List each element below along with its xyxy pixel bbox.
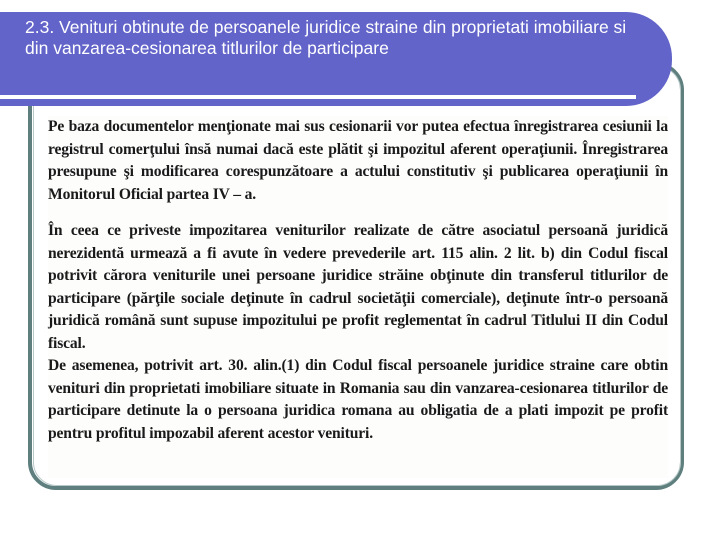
- slide-title: 2.3. Venituri obtinute de persoanele juridice straine din proprietati imobiliare si din vanzarea-cesionarea titlurilor de participare: [25, 17, 627, 58]
- scanned-document-excerpt: [48, 116, 668, 478]
- title-underline-rule: [0, 95, 636, 99]
- document-paragraph-3: De asemenea, potrivit art. 30. alin.(1) din Codul fiscal persoanele juridice straine care obtin venituri din proprietati imobiliare situate in Romania sau din vanzarea-cesionarea titlurilor de participare detinute la o persoana juridica romana au obligatia de a plati impozit pe profit pentru profitul impozabil aferent acestor venituri.: [48, 357, 668, 442]
- document-paragraph-2: În ceea ce priveste impozitarea veniturilor realizate de către asociatul persoană juridică nerezidentă urmează a fi avute în vedere prevederile art. 115 alin. 2 lit. b) din Codul fiscal potrivit cărora veniturile unei persoane juridice străine obţinute din transferul titlurilor de participare (părţile sociale deţinute în cadrul societăţii comerciale), deţinute într-o persoană juridică română sunt supuse impozitului pe profit reglementat în cadrul Titlului II din Codul fiscal.: [48, 222, 668, 352]
- document-paragraph-1: Pe baza documentelor menţionate mai sus cesionarii vor putea efectua înregistrarea cesiunii la registrul comerţului însă numai dacă este plătit şi impozitul aferent operaţiunii. Înregistrarea presupune şi modificarea corespunzătoare a actului constitutiv şi publicarea operaţiunii în Monitorul Oficial partea IV – a.: [48, 118, 668, 203]
